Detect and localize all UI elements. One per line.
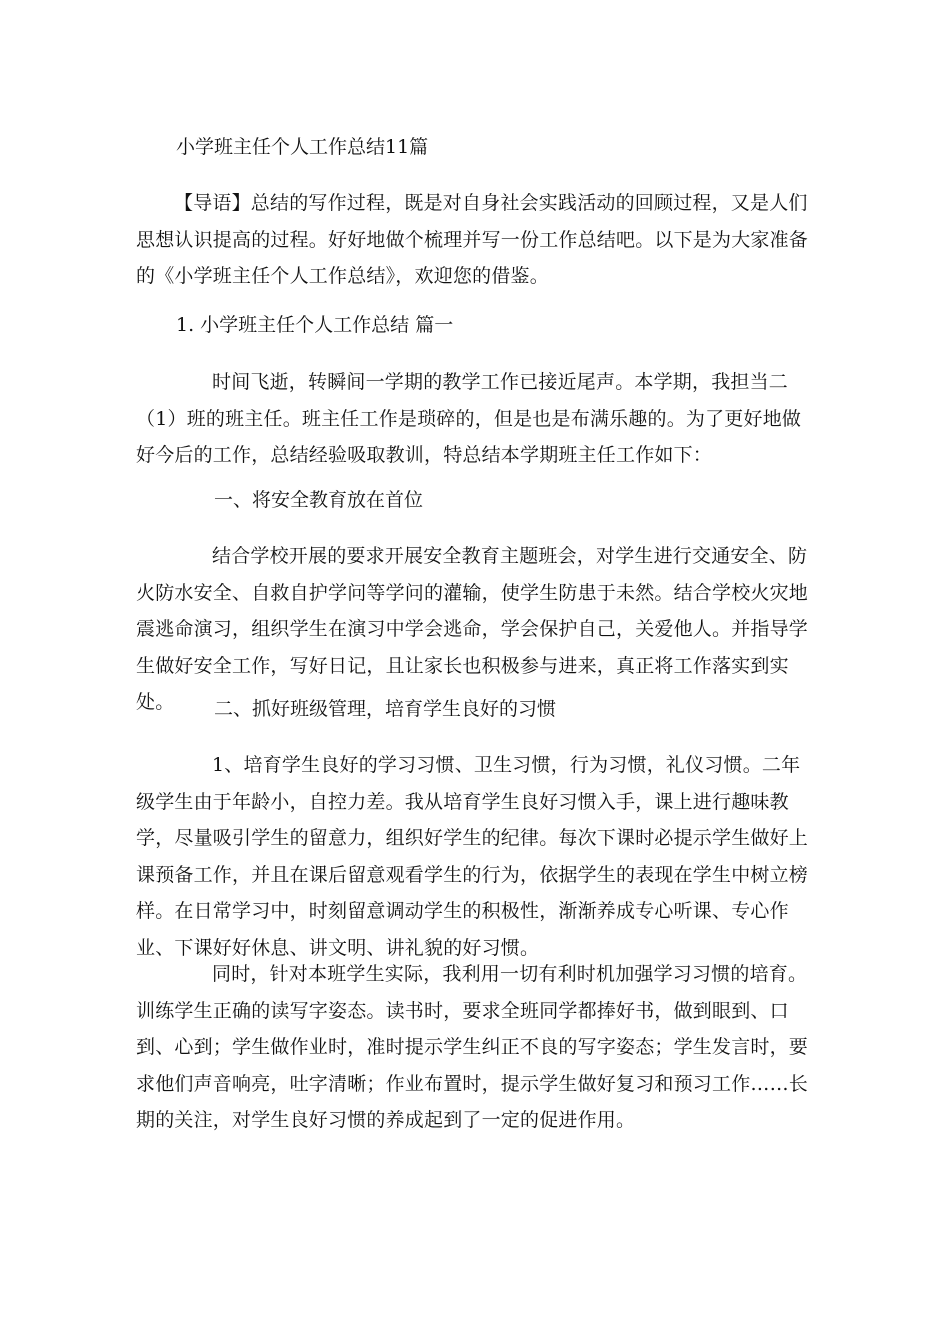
paragraph-1: 时间飞逝，转瞬间一学期的教学工作已接近尾声。本学期，我担当二（1）班的班主任。班主任工作是琐碎的，但是也是布满乐趣的。为了更好地做好今后的工作，总结经验吸取教训，特总结本学期班主任工作如下： [136, 371, 802, 466]
paragraph-2: 结合学校开展的要求开展安全教育主题班会，对学生进行交通安全、防火防水安全、自救自护学问等学问的灌输，使学生防患于未然。结合学校火灾地震逃命演习，组织学生在演习中学会逃命，学会保护自己，关爱他人。并指导学生做好安全工作，写好日记，且让家长也积极参与进来，真正将工作落实到实处。 [136, 545, 809, 713]
document-title: 小学班主任个人工作总结11篇 [176, 136, 429, 158]
subheading-management: 二、抓好班级管理，培育学生良好的习惯 [214, 698, 557, 720]
section-heading: 1. 小学班主任个人工作总结 篇一 [176, 314, 454, 336]
paragraph-4: 同时，针对本班学生实际，我利用一切有利时机加强学习习惯的培育。训练学生正确的读写字姿态。读书时，要求全班同学都捧好书，做到眼到、口到、心到；学生做作业时，准时提示学生纠正不良的写字姿态；学生发言时，要求他们声音响亮，吐字清晰；作业布置时，提示学生做好复习和预习工作……长期的关注，对学生良好习惯的养成起到了一定的促进作用。 [136, 963, 809, 1131]
intro-paragraph: 【导语】总结的写作过程，既是对自身社会实践活动的回顾过程，又是人们思想认识提高的过程。好好地做个梳理并写一份工作总结吧。以下是为大家准备的《小学班主任个人工作总结》，欢迎您的借鉴。 [136, 192, 809, 287]
paragraph-3: 1、培育学生良好的学习习惯、卫生习惯，行为习惯，礼仪习惯。二年级学生由于年龄小，自控力差。我从培育学生良好习惯入手，课上进行趣味教学，尽量吸引学生的留意力，组织好学生的纪律。每次下课时必提示学生做好上课预备工作，并且在课后留意观看学生的行为，依据学生的表现在学生中树立榜样。在日常学习中，时刻留意调动学生的积极性，渐渐养成专心听课、专心作业、下课好好休息、讲文明、讲礼貌的好习惯。 [136, 754, 809, 959]
subheading-safety: 一、将安全教育放在首位 [214, 489, 424, 511]
